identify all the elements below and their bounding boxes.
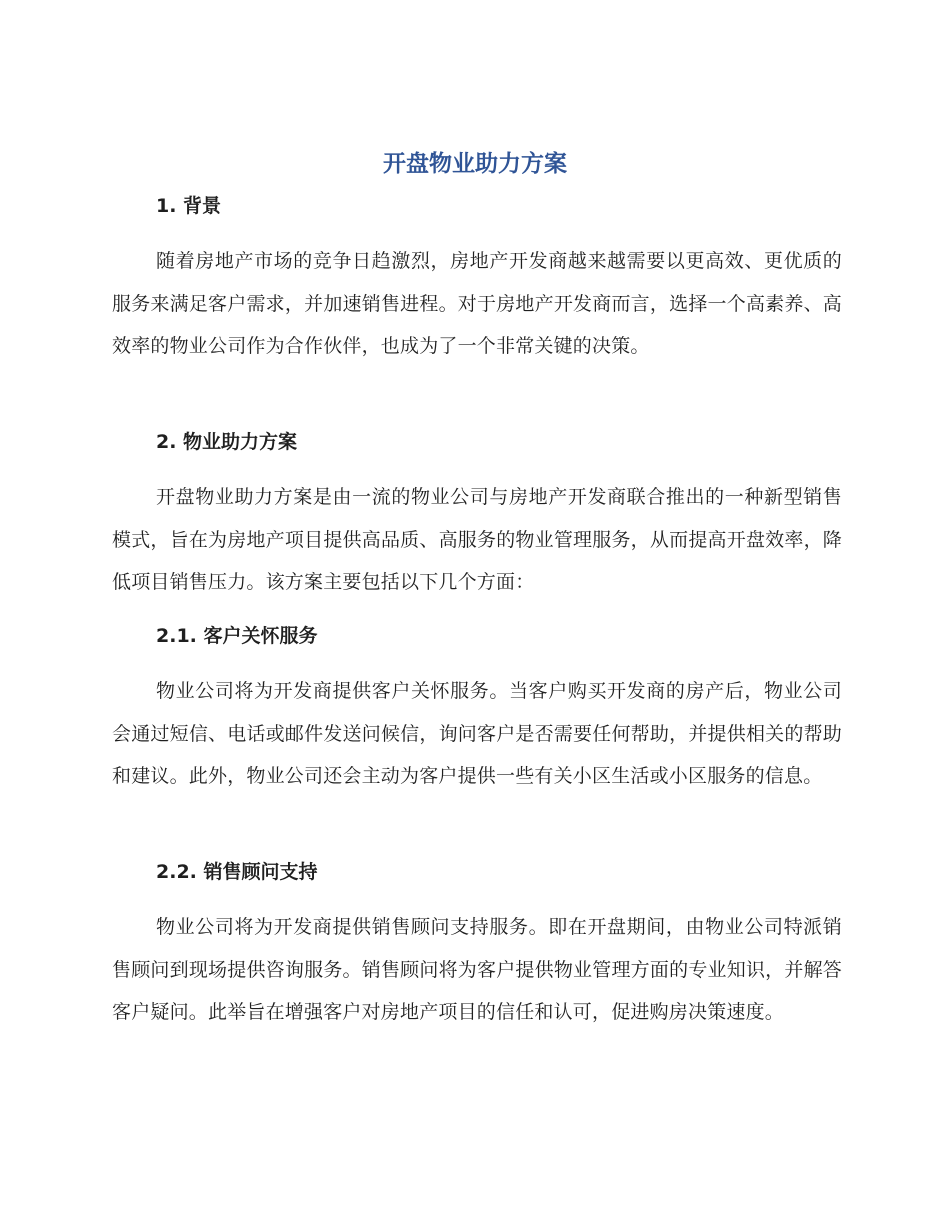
- document-title: 开盘物业助力方案: [383, 151, 567, 177]
- section-body-customer-care: 物业公司将为开发商提供客户关怀服务。当客户购买开发商的房产后，物业公司会通过短信、电话或邮件发送问候信，询问客户是否需要任何帮助，并提供相关的帮助和建议。此外，物业公司还会主动为客户提供一些有关小区生活或小区服务的信息。: [112, 680, 842, 787]
- section-heading-property-plan: 2. 物业助力方案: [156, 431, 298, 453]
- section-body-sales-consultant: 物业公司将为开发商提供销售顾问支持服务。即在开盘期间，由物业公司特派销售顾问到现场提供咨询服务。销售顾问将为客户提供物业管理方面的专业知识，并解答客户疑问。此举旨在增强客户对房地产项目的信任和认可，促进购房决策速度。: [112, 916, 842, 1023]
- section-body-background: 随着房地产市场的竞争日趋激烈，房地产开发商越来越需要以更高效、更优质的服务来满足客户需求，并加速销售进程。对于房地产开发商而言，选择一个高素养、高效率的物业公司作为合作伙伴，也成为了一个非常关键的决策。: [112, 250, 842, 357]
- section-heading-customer-care: 2.1. 客户关怀服务: [156, 625, 318, 647]
- section-body-property-plan: 开盘物业助力方案是由一流的物业公司与房地产开发商联合推出的一种新型销售模式，旨在为房地产项目提供高品质、高服务的物业管理服务，从而提高开盘效率，降低项目销售压力。该方案主要包括以下几个方面：: [112, 486, 842, 593]
- section-heading-background: 1. 背景: [156, 195, 222, 217]
- section-heading-sales-consultant: 2.2. 销售顾问支持: [156, 861, 318, 883]
